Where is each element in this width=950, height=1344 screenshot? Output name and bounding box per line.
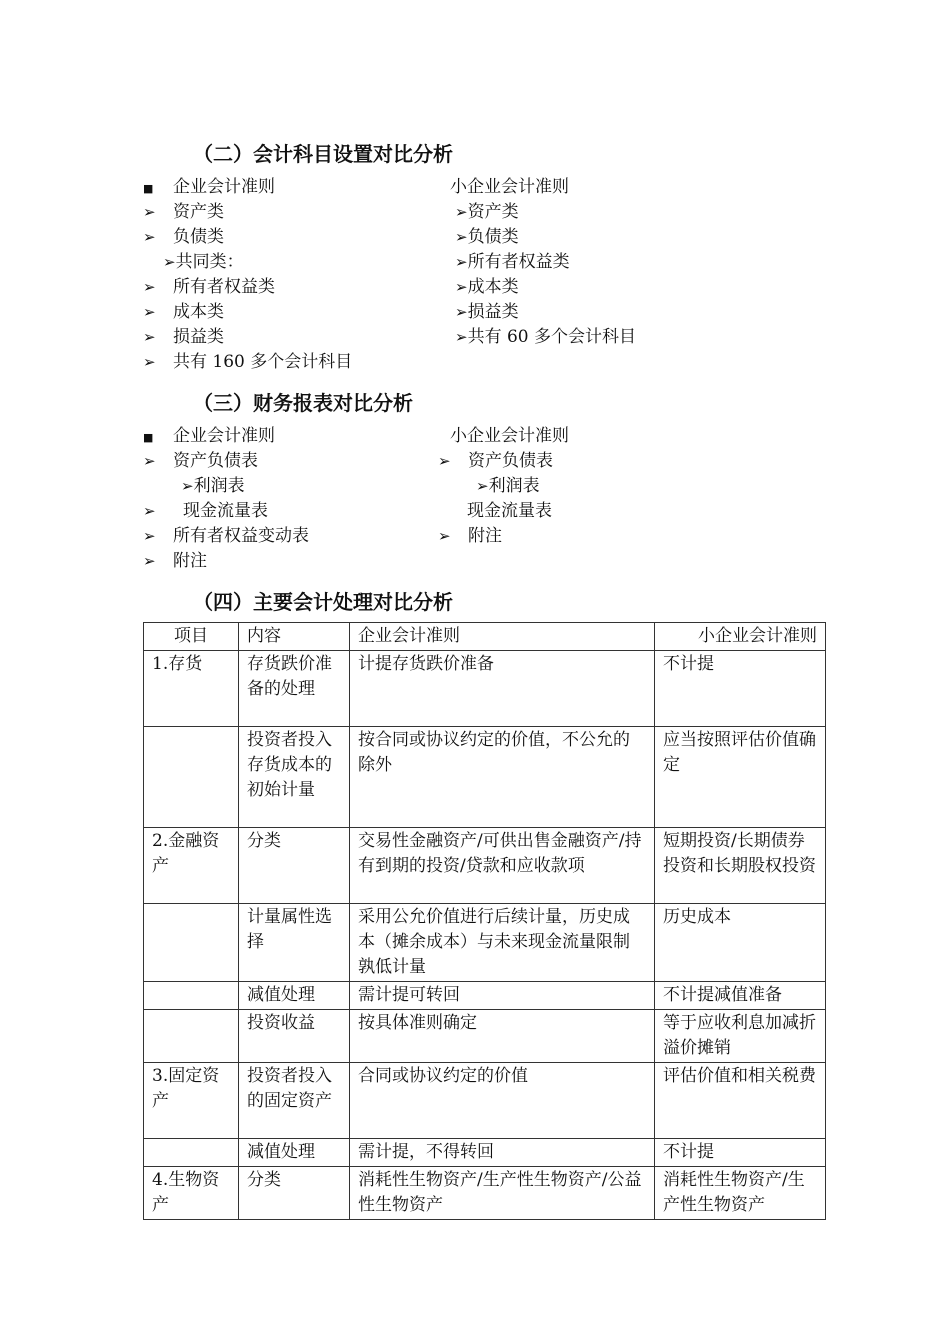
arrow-bullet-icon: ➢: [143, 303, 156, 321]
section-2-title: （二）会计科目设置对比分析: [193, 142, 453, 166]
list-item: 小企业会计准则: [450, 177, 569, 197]
table-cell: 不计提: [655, 1139, 826, 1167]
table-cell: [144, 1010, 239, 1063]
list-item: ➢ 所有者权益类: [143, 275, 275, 300]
table-cell: 消耗性生物资产/生产性生物资产: [655, 1167, 826, 1220]
arrow-bullet-icon: ➢: [438, 452, 451, 470]
comparison-table: [143, 622, 826, 1220]
table-cell: 分类: [239, 828, 350, 904]
column-header: 内容: [239, 623, 350, 651]
section-3-title: （三）财务报表对比分析: [193, 391, 413, 415]
arrow-bullet-icon: ➢: [455, 253, 468, 271]
table-cell: 需计提，不得转回: [350, 1139, 655, 1167]
column-header: 企业会计准则: [350, 623, 655, 651]
list-item: ➢ 附注: [438, 524, 502, 549]
list-item: ➢所有者权益类: [455, 252, 570, 272]
table-cell: 历史成本: [655, 904, 826, 982]
arrow-bullet-icon: ➢: [143, 353, 156, 371]
table-cell: 投资收益: [239, 1010, 350, 1063]
table-cell: 等于应收利息加减折溢价摊销: [655, 1010, 826, 1063]
arrow-bullet-icon: ➢: [143, 203, 156, 221]
list-item: ➢ 成本类: [143, 300, 224, 325]
list-item: ■ 企业会计准则: [143, 175, 275, 200]
table-cell: 减值处理: [239, 1139, 350, 1167]
list-item: ➢ 资产负债表: [438, 449, 553, 474]
arrow-bullet-icon: ➢: [143, 527, 156, 545]
arrow-bullet-icon: ➢: [163, 253, 176, 271]
arrow-bullet-icon: ➢: [438, 527, 451, 545]
square-bullet-icon: ■: [143, 182, 154, 195]
arrow-bullet-icon: ➢: [143, 228, 156, 246]
table-row: [144, 828, 826, 904]
table-row: [144, 1167, 826, 1220]
table-cell: 需计提可转回: [350, 982, 655, 1010]
table-cell: [144, 904, 239, 982]
square-bullet-icon: ■: [143, 431, 154, 444]
arrow-bullet-icon: ➢: [143, 328, 156, 346]
column-header: 项目: [144, 623, 239, 651]
table-cell: 消耗性生物资产/生产性生物资产/公益性生物资产: [350, 1167, 655, 1220]
arrow-bullet-icon: ➢: [181, 477, 194, 495]
arrow-bullet-icon: ➢: [455, 328, 468, 346]
table-cell: 不计提减值准备: [655, 982, 826, 1010]
list-item: ➢ 附注: [143, 549, 207, 574]
table-row: [144, 727, 826, 828]
table-row: [144, 1010, 826, 1063]
table-row: [144, 651, 826, 727]
table-cell: 按具体准则确定: [350, 1010, 655, 1063]
arrow-bullet-icon: ➢: [143, 502, 156, 520]
table-cell: 存货跌价准备的处理: [239, 651, 350, 727]
table-cell: 计提存货跌价准备: [350, 651, 655, 727]
table-header-row: [144, 623, 826, 651]
list-item: 现金流量表: [467, 501, 552, 521]
list-item: ➢成本类: [455, 277, 519, 297]
table-cell: 交易性金融资产/可供出售金融资产/持有到期的投资/贷款和应收款项: [350, 828, 655, 904]
table-row: [144, 1139, 826, 1167]
table-cell: 应当按照评估价值确定: [655, 727, 826, 828]
list-item: ➢利润表: [476, 476, 540, 496]
section-4-title: （四）主要会计处理对比分析: [193, 590, 453, 614]
list-item: ■ 企业会计准则: [143, 424, 275, 449]
table-cell: 2.金融资产: [144, 828, 239, 904]
table-cell: 合同或协议约定的价值: [350, 1063, 655, 1139]
table-cell: [144, 982, 239, 1010]
arrow-bullet-icon: ➢: [143, 452, 156, 470]
table-cell: 采用公允价值进行后续计量，历史成本（摊余成本）与未来现金流量限制孰低计量: [350, 904, 655, 982]
table-cell: 投资者投入的固定资产: [239, 1063, 350, 1139]
arrow-bullet-icon: ➢: [143, 552, 156, 570]
list-item: ➢ 负债类: [143, 225, 224, 250]
table-cell: 1.存货: [144, 651, 239, 727]
arrow-bullet-icon: ➢: [455, 203, 468, 221]
list-item: ➢利润表: [181, 476, 245, 496]
table-cell: 投资者投入存货成本的初始计量: [239, 727, 350, 828]
list-item: ➢负债类: [455, 227, 519, 247]
list-item: ➢ 现金流量表: [143, 499, 268, 524]
list-item: ➢ 共有 160 多个会计科目: [143, 350, 352, 375]
table-row: [144, 1063, 826, 1139]
list-item: ➢ 资产负债表: [143, 449, 258, 474]
table-cell: 4.生物资产: [144, 1167, 239, 1220]
table-cell: 分类: [239, 1167, 350, 1220]
list-item: ➢共同类：: [163, 252, 244, 272]
list-item: ➢损益类: [455, 302, 519, 322]
arrow-bullet-icon: ➢: [455, 278, 468, 296]
list-item: ➢ 所有者权益变动表: [143, 524, 309, 549]
table-row: [144, 982, 826, 1010]
arrow-bullet-icon: ➢: [455, 303, 468, 321]
arrow-bullet-icon: ➢: [476, 477, 489, 495]
list-item: ➢ 资产类: [143, 200, 224, 225]
table-cell: 短期投资/长期债券投资和长期股权投资: [655, 828, 826, 904]
column-header: 小企业会计准则: [655, 623, 826, 651]
arrow-bullet-icon: ➢: [455, 228, 468, 246]
table-cell: [144, 1139, 239, 1167]
table-row: [144, 904, 826, 982]
table-cell: 按合同或协议约定的价值，不公允的除外: [350, 727, 655, 828]
table-cell: 计量属性选择: [239, 904, 350, 982]
table-cell: 评估价值和相关税费: [655, 1063, 826, 1139]
table-cell: 减值处理: [239, 982, 350, 1010]
table-cell: 不计提: [655, 651, 826, 727]
list-item: ➢资产类: [455, 202, 519, 222]
list-item: ➢共有 60 多个会计科目: [455, 327, 637, 347]
list-item: ➢ 损益类: [143, 325, 224, 350]
list-item: 小企业会计准则: [450, 426, 569, 446]
table-cell: [144, 727, 239, 828]
table-cell: 3.固定资产: [144, 1063, 239, 1139]
arrow-bullet-icon: ➢: [143, 278, 156, 296]
